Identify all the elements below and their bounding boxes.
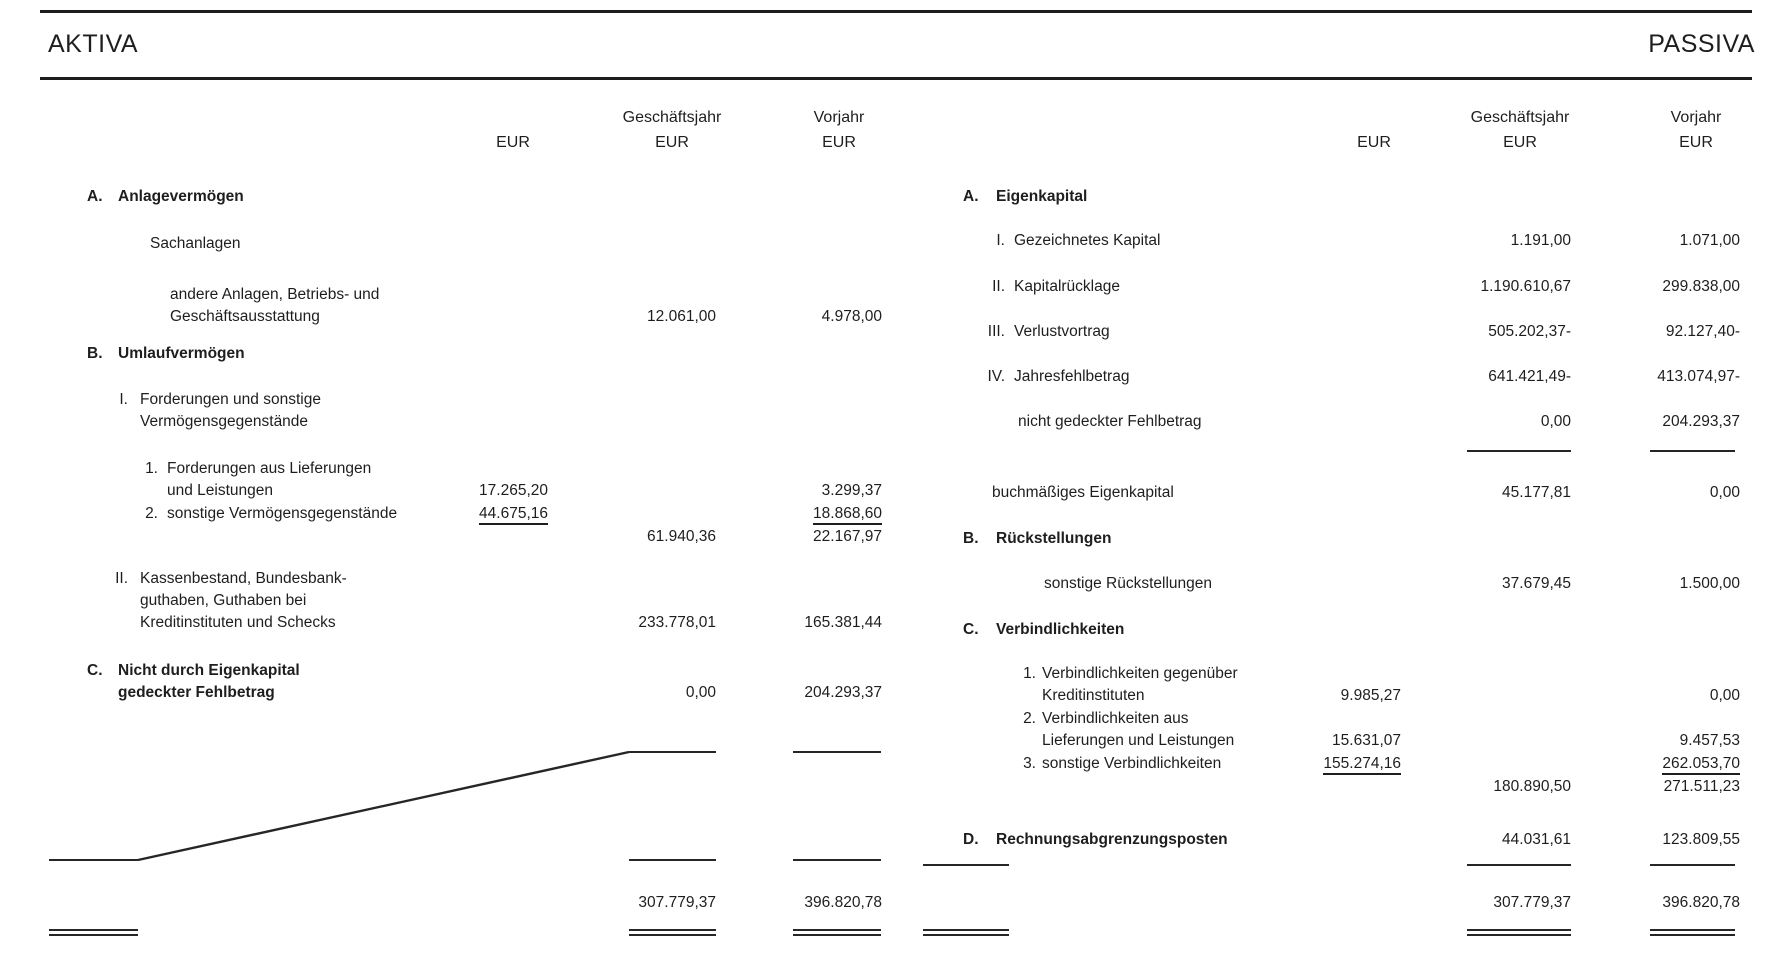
passiva-section-d-vorjahr-value: 123.809,55	[1662, 831, 1740, 848]
passiva-section-c-title: Verbindlichkeiten	[996, 621, 1125, 638]
passiva-geschaeftsjahr-double-rule	[1467, 929, 1571, 936]
passiva-col-vorjahr-header: Vorjahr	[1670, 109, 1722, 126]
passiva-eur-pretotal-rule	[923, 864, 1009, 866]
passiva-item-2-line1: Verbindlichkeiten aus	[1042, 710, 1189, 727]
aktiva-item-ii-line1: Kassenbestand, Bundesbank-	[140, 570, 347, 587]
aktiva-forderungen-sum-geschaeftsjahr: 61.940,36	[647, 528, 716, 545]
passiva-item-1-line2: Kreditinstituten	[1042, 687, 1145, 704]
aktiva-andere-anlagen-line1: andere Anlagen, Betriebs- und	[170, 286, 380, 303]
aktiva-item-2-eur-underlined: 44.675,16	[479, 505, 548, 525]
passiva-item-i-label: Gezeichnetes Kapital	[1014, 232, 1161, 249]
aktiva-sachanlagen-label: Sachanlagen	[150, 235, 241, 252]
passiva-nicht-gedeckter-vorjahr-value: 204.293,37	[1662, 413, 1740, 430]
passiva-item-iii-numeral: III.	[987, 323, 1005, 340]
aktiva-item-i-line1: Forderungen und sonstige	[140, 391, 321, 408]
aktiva-andere-anlagen-line2: Geschäftsausstattung	[170, 308, 320, 325]
passiva-item-3-vorjahr-value	[1590, 755, 1740, 773]
passiva-buchmaessiges-eigenkapital-label: buchmäßiges Eigenkapital	[992, 484, 1174, 501]
aktiva-item-1-eur-value: 17.265,20	[479, 482, 548, 499]
aktiva-section-a-letter: A.	[87, 188, 103, 205]
aktiva-item-ii-vorjahr-value: 165.381,44	[804, 614, 882, 631]
aktiva-item-2-number: 2.	[145, 505, 158, 522]
passiva-item-ii-numeral: II.	[992, 278, 1005, 295]
aktiva-andere-anlagen-vorjahr-value: 4.978,00	[821, 308, 882, 325]
aktiva-item-2-eur-value	[398, 505, 548, 523]
aktiva-vorjahr-rule-upper	[793, 751, 881, 753]
passiva-total-geschaeftsjahr: 307.779,37	[1493, 894, 1571, 911]
passiva-col-geschaeftsjahr-eur: EUR	[1503, 134, 1537, 151]
passiva-section-c-letter: C.	[963, 621, 979, 638]
passiva-item-2-line2: Lieferungen und Leistungen	[1042, 732, 1235, 749]
aktiva-col-eur-header: EUR	[496, 134, 530, 151]
passiva-section-b-letter: B.	[963, 530, 979, 547]
aktiva-section-c-line1: Nicht durch Eigenkapital	[118, 662, 300, 679]
aktiva-title: AKTIVA	[48, 30, 139, 58]
aktiva-item-1-line2: und Leistungen	[167, 482, 274, 499]
passiva-verbindlichkeiten-sum-geschaeftsjahr: 180.890,50	[1493, 778, 1571, 795]
passiva-section-a-letter: A.	[963, 188, 979, 205]
aktiva-col-geschaeftsjahr-header: Geschäftsjahr	[622, 109, 722, 126]
aktiva-total-vorjahr: 396.820,78	[804, 894, 882, 911]
aktiva-col-vorjahr-header: Vorjahr	[813, 109, 865, 126]
aktiva-forderungen-sum-vorjahr: 22.167,97	[813, 528, 882, 545]
passiva-item-ii-geschaeftsjahr-value: 1.190.610,67	[1480, 278, 1571, 295]
passiva-col-eur-header: EUR	[1357, 134, 1391, 151]
aktiva-geschaeftsjahr-double-rule	[629, 929, 716, 936]
passiva-sonstige-rueckstellungen-geschaeftsjahr: 37.679,45	[1502, 575, 1571, 592]
aktiva-item-i-numeral: I.	[119, 391, 128, 408]
passiva-section-a-title: Eigenkapital	[996, 188, 1088, 205]
aktiva-item-1-line1: Forderungen aus Lieferungen	[167, 460, 372, 477]
passiva-section-b-title: Rückstellungen	[996, 530, 1112, 547]
passiva-verbindlichkeiten-sum-vorjahr: 271.511,23	[1663, 778, 1740, 795]
passiva-item-iv-vorjahr-value: 413.074,97-	[1657, 368, 1740, 385]
passiva-item-3-eur-underlined: 155.274,16	[1323, 755, 1401, 775]
passiva-item-i-numeral: I.	[996, 232, 1005, 249]
passiva-geschaeftsjahr-rule-upper	[1467, 450, 1571, 452]
passiva-vorjahr-rule-upper	[1650, 450, 1735, 452]
top-rule	[40, 10, 1752, 13]
passiva-item-ii-vorjahr-value: 299.838,00	[1662, 278, 1740, 295]
aktiva-item-ii-geschaeftsjahr-value: 233.778,01	[638, 614, 716, 631]
aktiva-section-a-title: Anlagevermögen	[118, 188, 244, 205]
aktiva-section-c-vorjahr-value: 204.293,37	[804, 684, 882, 701]
passiva-item-i-vorjahr-value: 1.071,00	[1679, 232, 1740, 249]
aktiva-vorjahr-pretotal-rule	[793, 859, 881, 861]
aktiva-section-c-line2: gedeckter Fehlbetrag	[118, 684, 275, 701]
aktiva-section-c-letter: C.	[87, 662, 103, 679]
passiva-geschaeftsjahr-pretotal-rule	[1467, 864, 1571, 866]
passiva-sonstige-rueckstellungen-label: sonstige Rückstellungen	[1044, 575, 1213, 592]
aktiva-section-c-geschaeftsjahr-value: 0,00	[685, 684, 716, 701]
passiva-sonstige-rueckstellungen-vorjahr: 1.500,00	[1679, 575, 1740, 592]
passiva-total-vorjahr: 396.820,78	[1662, 894, 1740, 911]
passiva-item-2-eur-value: 15.631,07	[1332, 732, 1401, 749]
aktiva-section-b-letter: B.	[87, 345, 103, 362]
passiva-section-d-geschaeftsjahr-value: 44.031,61	[1502, 831, 1571, 848]
passiva-item-3-label: sonstige Verbindlichkeiten	[1042, 755, 1222, 772]
passiva-item-iii-label: Verlustvortrag	[1014, 323, 1110, 340]
aktiva-item-2-label: sonstige Vermögensgegenstände	[167, 505, 398, 522]
aktiva-section-b-title: Umlaufvermögen	[118, 345, 245, 362]
passiva-item-3-eur-value	[1251, 755, 1401, 773]
passiva-item-3-number: 3.	[1023, 755, 1036, 772]
aktiva-andere-anlagen-geschaeftsjahr-value: 12.061,00	[647, 308, 716, 325]
aktiva-geschaeftsjahr-pretotal-rule	[629, 859, 716, 861]
passiva-section-d-title: Rechnungsabgrenzungsposten	[996, 831, 1228, 848]
passiva-item-2-vorjahr-value: 9.457,53	[1679, 732, 1740, 749]
aktiva-geschaeftsjahr-rule-upper	[629, 751, 716, 753]
aktiva-item-1-number: 1.	[145, 460, 158, 477]
passiva-buchmaessiges-vorjahr-value: 0,00	[1709, 484, 1740, 501]
passiva-item-1-number: 1.	[1023, 665, 1036, 682]
aktiva-bottom-left-rule	[49, 859, 138, 861]
passiva-col-vorjahr-eur: EUR	[1679, 134, 1713, 151]
aktiva-item-2-vorjahr-underlined: 18.868,60	[813, 505, 882, 525]
passiva-nicht-gedeckter-fehlbetrag-label: nicht gedeckter Fehlbetrag	[1018, 413, 1202, 430]
passiva-buchmaessiges-geschaeftsjahr-value: 45.177,81	[1502, 484, 1571, 501]
aktiva-item-ii-line2: guthaben, Guthaben bei	[140, 592, 307, 609]
passiva-item-iii-vorjahr-value: 92.127,40-	[1665, 323, 1740, 340]
passiva-item-ii-label: Kapitalrücklage	[1014, 278, 1120, 295]
passiva-item-iv-label: Jahresfehlbetrag	[1014, 368, 1130, 385]
passiva-item-iv-numeral: IV.	[987, 368, 1005, 385]
passiva-item-2-number: 2.	[1023, 710, 1036, 727]
passiva-item-iv-geschaeftsjahr-value: 641.421,49-	[1488, 368, 1571, 385]
aktiva-item-ii-numeral: II.	[115, 570, 128, 587]
passiva-vorjahr-pretotal-rule	[1650, 864, 1735, 866]
passiva-item-i-geschaeftsjahr-value: 1.191,00	[1510, 232, 1571, 249]
aktiva-col-vorjahr-eur: EUR	[822, 134, 856, 151]
passiva-eur-double-rule	[923, 929, 1009, 936]
aktiva-item-2-vorjahr-value	[732, 505, 882, 523]
passiva-item-iii-geschaeftsjahr-value: 505.202,37-	[1488, 323, 1571, 340]
passiva-title: PASSIVA	[1648, 30, 1755, 58]
passiva-section-d-letter: D.	[963, 831, 979, 848]
aktiva-item-1-vorjahr-value: 3.299,37	[821, 482, 882, 499]
passiva-vorjahr-double-rule	[1650, 929, 1735, 936]
passiva-col-geschaeftsjahr-header: Geschäftsjahr	[1470, 109, 1570, 126]
passiva-item-3-vorjahr-underlined: 262.053,70	[1662, 755, 1740, 775]
aktiva-col-geschaeftsjahr-eur: EUR	[655, 134, 689, 151]
header-rule	[40, 77, 1752, 80]
aktiva-item-i-line2: Vermögensgegenstände	[140, 413, 309, 430]
passiva-nicht-gedeckter-geschaeftsjahr-value: 0,00	[1540, 413, 1571, 430]
passiva-item-1-line1: Verbindlichkeiten gegenüber	[1042, 665, 1238, 682]
aktiva-total-geschaeftsjahr: 307.779,37	[638, 894, 716, 911]
aktiva-item-ii-line3: Kreditinstituten und Schecks	[140, 614, 336, 631]
passiva-item-1-vorjahr-value: 0,00	[1709, 687, 1740, 704]
aktiva-left-double-rule	[49, 929, 138, 936]
aktiva-vorjahr-double-rule	[793, 929, 881, 936]
passiva-item-1-eur-value: 9.985,27	[1340, 687, 1401, 704]
